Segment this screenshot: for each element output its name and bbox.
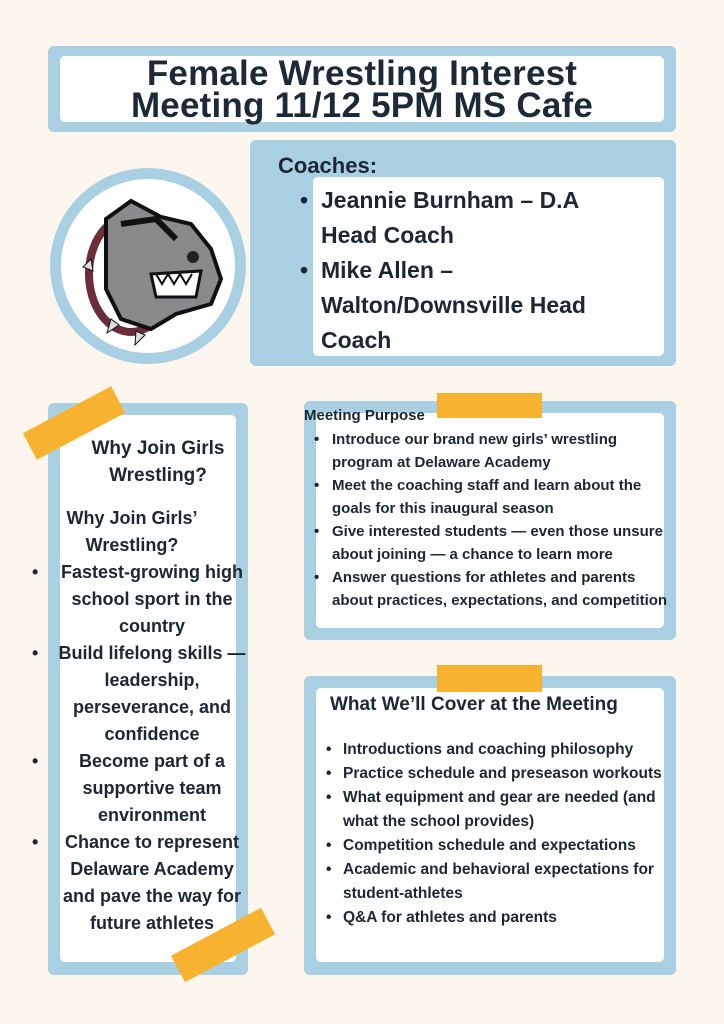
purpose-item: • Give interested students — even those unsure about joining — a chance to learn more <box>314 520 679 566</box>
why-join-section <box>54 435 250 937</box>
why-join-item: • Fastest-growing high school sport in the country <box>54 559 250 640</box>
cover-item: • Academic and behavioral expectations for student-athletes <box>326 858 676 906</box>
coaches-heading: Coaches: <box>278 153 378 178</box>
purpose-item: • Introduce our brand new girls’ wrestling program at Delaware Academy <box>314 428 679 474</box>
cover-item: • Introductions and coaching philosophy <box>326 738 676 762</box>
cover-list <box>326 738 676 930</box>
title-line-1: Female Wrestling Interest <box>146 54 578 93</box>
title-line-2: Meeting 11/12 5PM MS Cafe <box>130 86 594 125</box>
cover-item: • Competition schedule and expectations <box>326 834 676 858</box>
bulldog-mascot-icon <box>61 179 235 353</box>
cover-heading: What We’ll Cover at the Meeting <box>330 694 618 715</box>
cover-item: • Q&A for athletes and parents <box>326 906 676 930</box>
purpose-heading: Meeting Purpose <box>304 407 425 424</box>
bulldog-logo <box>50 168 246 364</box>
coach-item: • Jeannie Burnham – D.A Head Coach <box>300 183 640 253</box>
coaches-list <box>300 183 640 358</box>
why-join-list <box>54 559 250 937</box>
why-join-item: • Become part of a supportive team environment <box>54 748 250 829</box>
why-join-subheading: Why Join Girls’ Wrestling? <box>66 508 198 555</box>
purpose-item: • Meet the coaching staff and learn about the goals for this inaugural season <box>314 474 679 520</box>
coach-item: • Mike Allen – Walton/Downsville Head Coach <box>300 253 640 358</box>
why-join-item: • Build lifelong skills — leadership, perseverance, and confidence <box>54 640 250 748</box>
tape-decoration <box>437 665 542 692</box>
why-join-heading: Why Join Girls Wrestling? <box>91 438 225 486</box>
cover-item: • Practice schedule and preseason workouts <box>326 762 676 786</box>
why-join-item: • Chance to represent Delaware Academy and pave the way for future athletes <box>54 829 250 937</box>
page-title <box>60 54 664 125</box>
tape-decoration <box>437 393 542 418</box>
purpose-list <box>314 428 679 612</box>
cover-item: • What equipment and gear are needed (and what the school provides) <box>326 786 676 834</box>
purpose-item: • Answer questions for athletes and parents about practices, expectations, and competition <box>314 566 679 612</box>
